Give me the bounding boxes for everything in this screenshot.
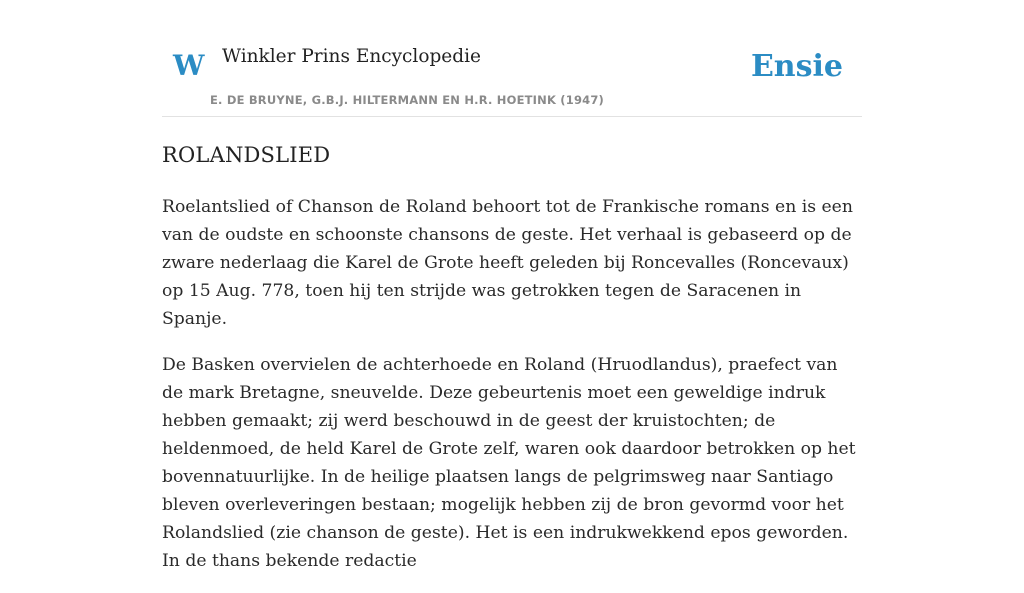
winkler-prins-logo[interactable]: W xyxy=(173,49,205,82)
page xyxy=(162,0,862,593)
article-title: ROLANDSLIED xyxy=(162,143,331,167)
article-body xyxy=(162,193,862,575)
article-paragraph: De Basken overvielen de achterhoede en Roland (Hruodlandus), praefect van de mark Bretagne, sneuvelde. Deze gebeurtenis moet een geweldige indruk hebben gemaakt; zij werd beschouwd in de geest der kruistochten; de heldenmoed, de held Karel de Grote zelf, waren ook daardoor betrokken op het bovennatuurlijke. In de heilige plaatsen langs de pelgrimsweg naar Santiago bleven overleveringen bestaan; mogelijk hebben zij de bron gevormd voor het Rolandslied (zie chanson de geste). Het is een indrukwekkend epos geworden. In de thans bekende redactie xyxy=(162,355,856,572)
article-paragraph: Roelantslied of Chanson de Roland behoort tot de Frankische romans en is een van de oudste en schoonste chansons de geste. Het verhaal is gebaseerd op de zware nederlaag die Karel de Grote heeft geleden bij Roncevalles (Roncevaux) op 15 Aug. 778, toen hij ten strijde was getrokken tegen de Saracenen in Spanje. xyxy=(162,197,853,330)
site-header xyxy=(162,0,862,117)
site-title[interactable]: Winkler Prins Encyclopedie xyxy=(222,46,481,67)
site-subtitle: E. DE BRUYNE, G.B.J. HILTERMANN EN H.R. HOETINK (1947) xyxy=(210,93,605,107)
ensie-brand-logo[interactable]: Ensie xyxy=(750,49,843,84)
